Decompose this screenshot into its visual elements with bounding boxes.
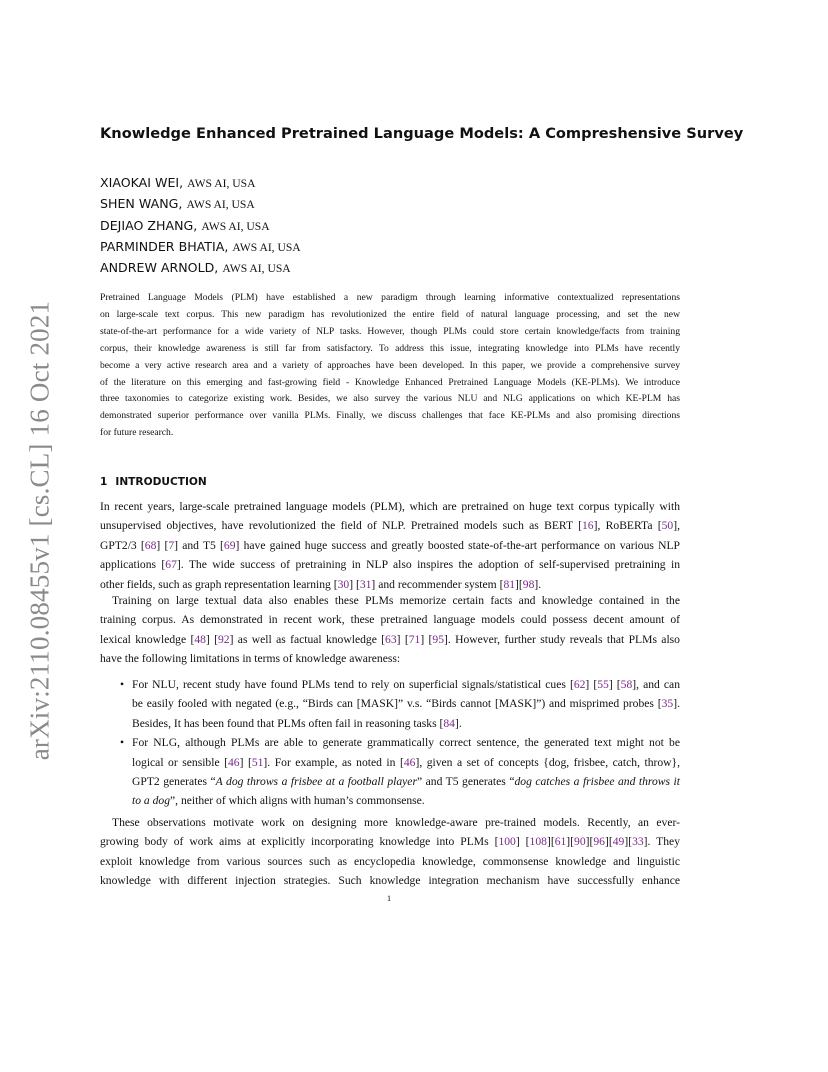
intro-paragraph-1 <box>100 497 680 594</box>
citation-link[interactable]: 16 <box>582 519 594 533</box>
abstract-line: corpus, their knowledge awareness is still far from satisfactory. To address this issue, integrating knowledge into PLMs have recently <box>100 342 680 354</box>
citation-link[interactable]: 96 <box>593 835 605 849</box>
arxiv-side-stamp <box>24 295 56 765</box>
paper-title: Knowledge Enhanced Pretrained Language Models: A Compreshensive Survey <box>100 125 744 142</box>
abstract-line: demonstrated superior performance over vanilla PLMs. Finally, we discuss challenges that face KE-PLMs and also promising directions <box>100 410 680 422</box>
paragraph-line: In recent years, large-scale pretrained language models (PLM), which are pretrained on huge text corpus typically with <box>100 500 680 513</box>
intro-paragraph-3 <box>100 813 680 891</box>
section-title: INTRODUCTION <box>115 476 207 488</box>
citation-link[interactable]: 33 <box>632 835 644 849</box>
paragraph-line: other fields, such as graph representation learning [30] [31] and recommender system [81][98]. <box>100 577 542 591</box>
citation-link[interactable]: 61 <box>554 835 567 849</box>
intro-paragraph-2 <box>100 591 680 669</box>
author-entry <box>100 215 680 236</box>
page-number: 1 <box>386 893 392 903</box>
abstract-line: Pretrained Language Models (PLM) have established a new paradigm through learning informative contextualized representations <box>100 292 680 303</box>
abstract <box>100 290 680 442</box>
paragraph-line: unsupervised objectives, have revolutionized the field of NLP. Pretrained models such as BERT [16], RoBERTa [50], <box>100 519 680 533</box>
section-number: 1 <box>100 476 108 488</box>
citation-link[interactable]: 48 <box>194 632 206 646</box>
citation-link[interactable]: 46 <box>403 755 416 769</box>
list-item-line: For NLU, recent study have found PLMs tend to rely on superficial signals/statistical cues [62] [55] [58], and can <box>132 678 680 691</box>
paragraph-line: These observations motivate work on designing more knowledge-aware pre-trained models. Recently, an ever- <box>112 816 680 829</box>
author-name: PARMINDER BHATIA, <box>100 238 229 254</box>
citation-link[interactable]: 69 <box>223 538 236 552</box>
citation-link[interactable]: 81 <box>503 577 516 591</box>
abstract-line: become a very active research area and a variety of approaches have been developed. In this paper, we provide a comprehensive survey <box>100 359 680 371</box>
arxiv-identifier: arXiv:2110.08455v1 [cs.CL] 16 Oct 2021 <box>24 300 55 760</box>
author-name: ANDREW ARNOLD, <box>100 260 219 276</box>
citation-link[interactable]: 98 <box>522 577 535 591</box>
paragraph-line: exploit knowledge from various sources such as encyclopedia knowledge, commonsense knowledge and linguistic <box>100 854 680 868</box>
author-affiliation: AWS AI, USA <box>187 177 256 190</box>
list-item <box>100 675 680 733</box>
bullet-dot: • <box>120 678 125 691</box>
paragraph-line: training corpus. As demonstrated in recent work, these pretrained language models could possess decent amount of <box>100 613 680 627</box>
author-entry <box>100 257 680 278</box>
paragraph-line: Training on large textual data also enables these PLMs memorize certain facts and knowledge contained in the <box>112 594 680 607</box>
citation-link[interactable]: 100 <box>498 835 516 849</box>
citation-link[interactable]: 92 <box>217 632 230 646</box>
author-name: XIAOKAI WEI, <box>100 175 184 190</box>
citation-link[interactable]: 95 <box>432 632 444 646</box>
paragraph-line: applications [67]. The wide success of pretraining in NLP also inspires the adoption of self-supervised pretraining in <box>100 558 681 572</box>
limitations-list <box>100 675 680 811</box>
section-heading <box>100 476 207 488</box>
citation-link[interactable]: 51 <box>251 755 264 769</box>
citation-link[interactable]: 58 <box>620 678 633 691</box>
abstract-line: on large-scale text corpus. This new paradigm has revolutionized the entire field of natural language processing, and set the new <box>100 308 680 320</box>
citation-link[interactable]: 68 <box>144 538 157 552</box>
author-affiliation: AWS AI, USA <box>201 219 270 233</box>
paragraph-line: GPT2/3 [68] [7] and T5 [69] have gained huge success and greatly boosted state-of-the-art performance on various NLP <box>100 538 681 552</box>
citation-link[interactable]: 7 <box>168 538 175 552</box>
citation-link[interactable]: 49 <box>612 835 625 849</box>
author-list <box>100 172 680 278</box>
citation-link[interactable]: 108 <box>529 835 547 849</box>
author-affiliation: AWS AI, USA <box>186 198 255 212</box>
author-affiliation: AWS AI, USA <box>222 262 291 276</box>
abstract-line: of the literature on this emerging and fast-growing field - Knowledge Enhanced Pretrained Language Models (KE-PLMs). We introduce <box>100 376 680 388</box>
author-entry <box>100 193 680 214</box>
author-name: DEJIAO ZHANG, <box>100 217 198 233</box>
list-item-line: GPT2 generates “A dog throws a frisbee at a football player” and T5 generates “dog catches a frisbee and throws it <box>132 775 680 789</box>
citation-link[interactable]: 46 <box>227 755 240 769</box>
list-item-line: For NLG, although PLMs are able to generate grammatically correct sentence, the generated text might not be <box>132 736 680 750</box>
citation-link[interactable]: 62 <box>573 678 586 691</box>
paragraph-line: have the following limitations in terms of knowledge awareness: <box>100 652 401 666</box>
list-item-line: to a dog”, neither of which aligns with human’s commonsense. <box>132 794 425 808</box>
citation-link[interactable]: 35 <box>661 697 674 711</box>
citation-link[interactable]: 71 <box>408 632 421 646</box>
list-item-line: logical or sensible [46] [51]. For example, as noted in [46], given a set of concepts {dog, frisbee, catch, throw}, <box>132 755 680 769</box>
paragraph-line: knowledge with different injection strategies. Such knowledge integration mechanism have successfully enhance <box>100 874 680 888</box>
citation-link[interactable]: 67 <box>165 558 177 572</box>
citation-link[interactable]: 90 <box>574 835 586 849</box>
author-name: SHEN WANG, <box>100 196 183 212</box>
abstract-line: for future research. <box>100 427 174 439</box>
list-item-line: Besides, It has been found that PLMs often fail in reasoning tasks [84]. <box>132 716 462 730</box>
abstract-line: three taxonomies to categorize existing work. Besides, we also survey the various NLU and NLG applications on which KE-PLM has <box>100 393 680 405</box>
abstract-line: state-of-the-art performance for a wide variety of NLP tasks. However, though PLMs could store certain knowledge/facts from training <box>100 325 680 337</box>
author-entry <box>100 236 680 257</box>
bullet-dot: • <box>120 736 125 750</box>
citation-link[interactable]: 63 <box>385 632 397 646</box>
author-entry <box>100 172 680 193</box>
citation-link[interactable]: 30 <box>337 577 350 591</box>
list-item-line: be easily fooled with negated (e.g., “Birds can [MASK]” v.s. “Birds cannot [MASK]”) and misprimed probes [35]. <box>132 697 680 711</box>
author-affiliation: AWS AI, USA <box>232 240 301 254</box>
paragraph-line: growing body of work aims at explicitly incorporating knowledge into PLMs [100] [108][61][90][96][49][33]. They <box>100 835 680 849</box>
citation-link[interactable]: 31 <box>359 577 372 591</box>
paragraph-line: lexical knowledge [48] [92] as well as factual knowledge [63] [71] [95]. However, further study reveals that PLMs also <box>100 632 680 646</box>
list-item <box>100 733 680 811</box>
citation-link[interactable]: 50 <box>661 519 674 533</box>
citation-link[interactable]: 84 <box>443 716 455 730</box>
citation-link[interactable]: 55 <box>597 678 609 691</box>
